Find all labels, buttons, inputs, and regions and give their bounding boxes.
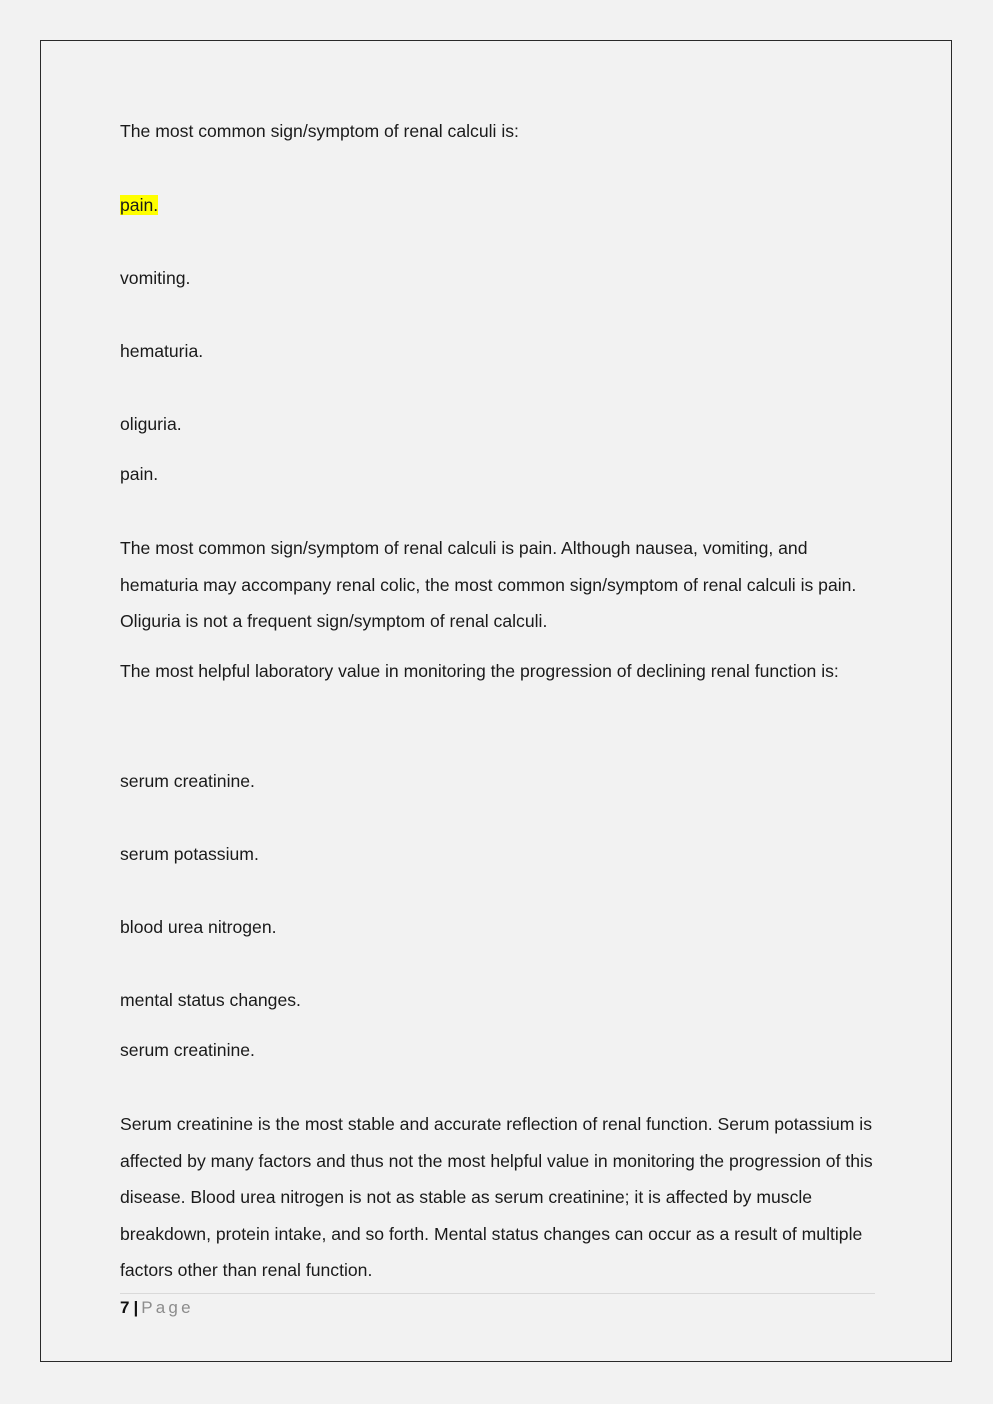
page-number: 7 (120, 1298, 130, 1317)
question-1-rationale: The most common sign/symptom of renal calculi is pain. Although nausea, vomiting, and hematuria may accompany renal colic, the most common sign/symptom of renal calculi is pain. Oliguria is not a frequent sign/symptom of renal calculi. (120, 538, 857, 631)
question-1-option-4: oliguria. (120, 414, 182, 434)
question-1-text: The most common sign/symptom of renal calculi is: (120, 121, 519, 141)
question-2-option-2: serum potassium. (120, 844, 259, 864)
question-1-answer: pain. (120, 464, 159, 484)
question-2-text: The most helpful laboratory value in monitoring the progression of declining renal function is: (120, 661, 839, 681)
question-2-option-4: mental status changes. (120, 990, 301, 1010)
question-1-option-3: hematuria. (120, 341, 204, 361)
question-2-option-3: blood urea nitrogen. (120, 917, 277, 937)
page-label: Page (141, 1298, 194, 1317)
page-footer (120, 1298, 194, 1318)
question-2-rationale: Serum creatinine is the most stable and accurate reflection of renal function. Serum potassium is affected by many factors and thus not the most helpful value in monitoring the progression of this disease. Blood urea nitrogen is not as stable as serum creatinine; it is affected by muscle breakdown, protein intake, and so forth. Mental status changes can occur as a result of multiple factors other than renal function. (120, 1114, 873, 1280)
footer-divider (120, 1293, 875, 1294)
question-1-option-1 (120, 195, 158, 215)
footer-separator: | (133, 1298, 139, 1317)
question-2-option-1: serum creatinine. (120, 771, 255, 791)
highlighted-option: pain. (120, 195, 159, 215)
question-1-option-2: vomiting. (120, 268, 191, 288)
question-2-answer: serum creatinine. (120, 1040, 255, 1060)
